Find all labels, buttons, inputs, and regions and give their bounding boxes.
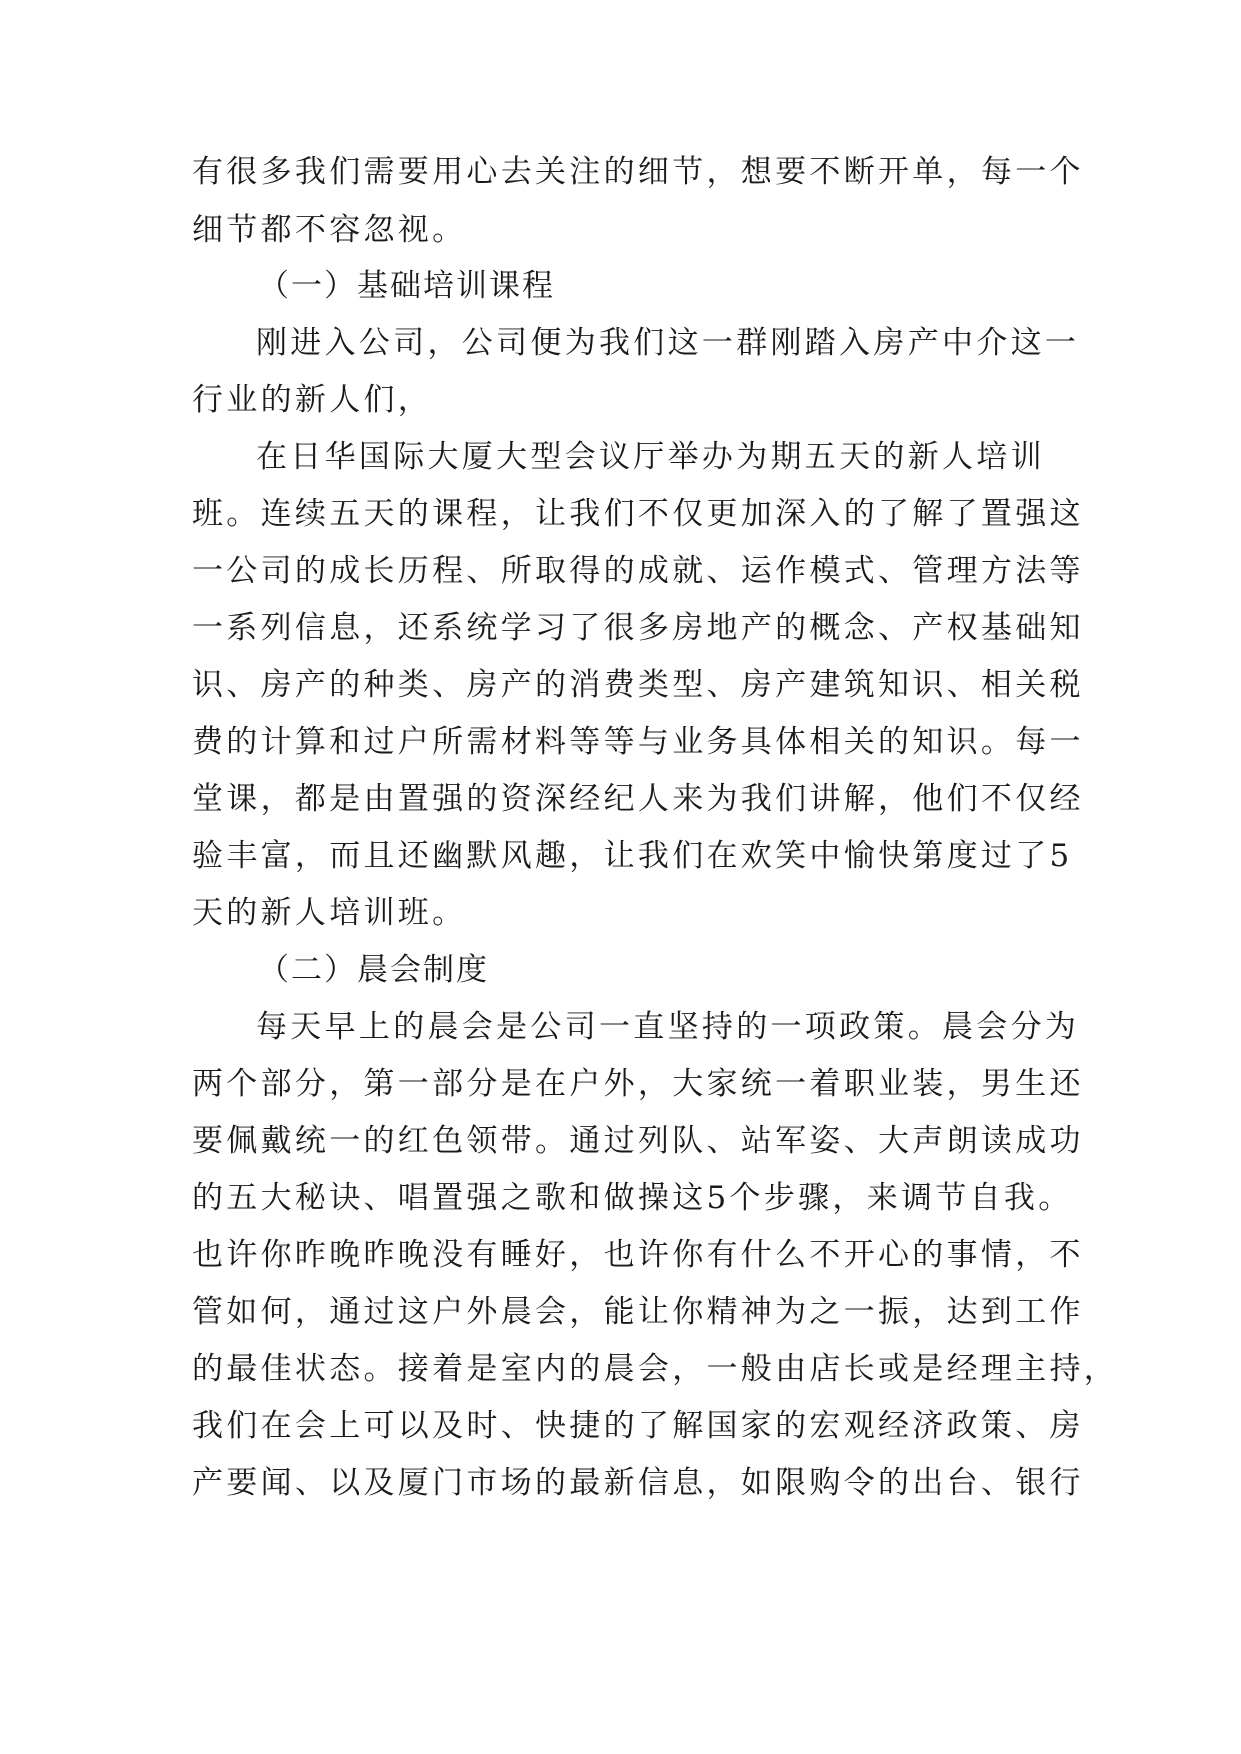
text-line: 刚进入公司，公司便为我们这一群刚踏入房产中介这一	[256, 325, 1080, 361]
text-line: 的五大秘诀、唱置强之歌和做操这5个步骤，来调节自我。	[192, 1180, 1073, 1216]
text-line: 在日华国际大厦大型会议厅举办为期五天的新人培训	[256, 439, 1045, 475]
text-line: 两个部分，第一部分是在户外，大家统一着职业装，男生还	[192, 1066, 1084, 1102]
text-line: 产要闻、以及厦门市场的最新信息，如限购令的出台、银行	[192, 1465, 1084, 1501]
text-line: 的最佳状态。接着是室内的晨会，一般由店长或是经理主持，	[192, 1351, 1119, 1387]
text-line: 堂课，都是由置强的资深经纪人来为我们讲解，他们不仅经	[192, 781, 1084, 817]
text-line: 识、房产的种类、房产的消费类型、房产建筑知识、相关税	[192, 667, 1084, 703]
text-line: 一系列信息，还系统学习了很多房地产的概念、产权基础知	[192, 610, 1084, 646]
text-line: 管如何，通过这户外晨会，能让你精神为之一振，达到工作	[192, 1294, 1084, 1330]
text-line: 要佩戴统一的红色领带。通过列队、站军姿、大声朗读成功	[192, 1123, 1084, 1159]
text-line: 验丰富，而且还幽默风趣，让我们在欢笑中愉快第度过了5	[192, 838, 1073, 874]
text-line: 一公司的成长历程、所取得的成就、运作模式、管理方法等	[192, 553, 1084, 589]
text-line: 班。连续五天的课程，让我们不仅更加深入的了解了置强这	[192, 496, 1084, 532]
text-line: 费的计算和过户所需材料等等与业务具体相关的知识。每一	[192, 724, 1084, 760]
section-heading-basic-training: （一）基础培训课程	[258, 268, 555, 304]
text-line: 我们在会上可以及时、快捷的了解国家的宏观经济政策、房	[192, 1408, 1084, 1444]
text-line: 每天早上的晨会是公司一直坚持的一项政策。晨会分为	[256, 1009, 1080, 1045]
text-line: 有很多我们需要用心去关注的细节，想要不断开单，每一个	[192, 154, 1084, 190]
text-line: 天的新人培训班。	[192, 895, 467, 931]
text-line: 也许你昨晚昨晚没有睡好，也许你有什么不开心的事情，不	[192, 1237, 1084, 1273]
text-line: 细节都不容忽视。	[192, 212, 467, 248]
text-line: 行业的新人们，	[192, 382, 433, 418]
section-heading-morning-meeting: （二）晨会制度	[258, 952, 489, 988]
